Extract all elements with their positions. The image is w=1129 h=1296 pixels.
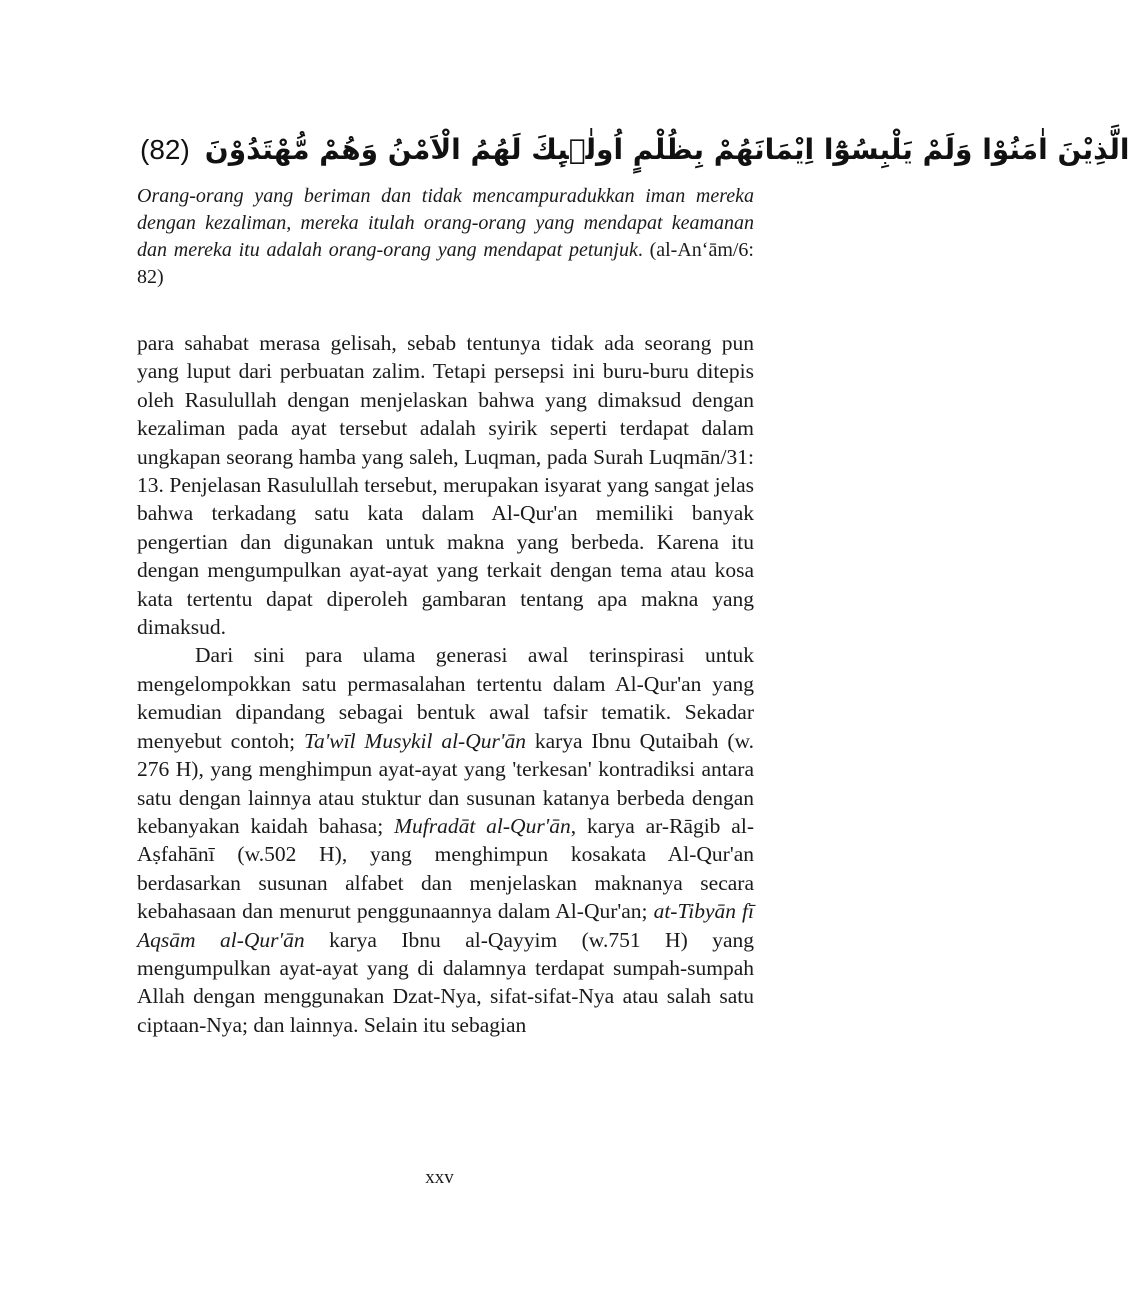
body-text [137, 329, 754, 1039]
book-title-tawil-musykil: Ta'wīl Musykil al-Qur'ān [303, 728, 526, 753]
paragraph-2-text-2: karya Ibnu Qutaibah (w. 276 H), yang menghimpun ayat-ayat yang 'terkesan' kontradiksi antara satu dengan lainnya atau stuktur dan susunan katanya berbeda dengan kebanyakan kaidah bahasa; [137, 728, 754, 838]
quran-verse [140, 128, 1129, 172]
paragraph-1: para sahabat merasa gelisah, sebab tentunya tidak ada seorang pun yang luput dari perbuatan zalim. Tetapi persepsi ini buru-buru ditepis oleh Rasulullah dengan menjelaskan bahwa yang dimaksud dengan kezaliman pada ayat tersebut adalah syirik seperti terdapat dalam ungkapan seorang hamba yang saleh, Luqman, pada Surah Luqmān/31: 13. Penjelasan Rasulullah tersebut, merupakan isyarat yang sangat jelas bahwa terkadang satu kata dalam Al-Qur'an memiliki banyak pengertian dan digunakan untuk makna yang berbeda. Karena itu dengan mengumpulkan ayat-ayat yang terkait dengan tema atau kosa kata tertentu dapat diperoleh gambaran tentang apa makna yang dimaksud. [137, 331, 754, 640]
book-title-at-tibyan: at-Tibyān fī Aqsām al-Qur'ān [137, 899, 754, 952]
paragraph-2-text-4: karya Ibnu al-Qayyim (w.751 H) yang mengumpulkan ayat-ayat yang di dalamnya terdapat sumpah-sumpah Allah dengan menggunakan Dzat-Nya, sifat-sifat-Nya atau salah satu ciptaan-Nya; dan lainnya. Selain itu sebagian [137, 927, 754, 1037]
book-title-mufradat: Mufradāt al-Qur'ān [394, 813, 571, 838]
page-number: xxv [425, 1167, 454, 1188]
paragraph-2 [137, 641, 754, 1039]
paragraph-2-text-3: , karya ar-Rāgib al-Aṣfahānī (w.502 H), yang menghimpun kosakata Al-Qur'an berdasarkan susunan alfabet dan menjelaskan maknanya secara kebahasaan dan menurut penggunaannya dalam Al-Qur'an; [137, 813, 754, 924]
verse-arabic-text: الَّذِيْنَ اٰمَنُوْا وَلَمْ يَلْبِسُوْٓا اِيْمَانَهُمْ بِظُلْمٍ اُولٰۤىِٕكَ لَهُمُ الْاَمْنُ وَهُمْ مُّهْتَدُوْنَ [204, 133, 1129, 166]
translation-text: Orang-orang yang beriman dan tidak mencampuradukkan iman mereka dengan kezaliman, mereka itulah orang-orang yang mendapat keamanan dan mereka itu adalah orang-orang yang mendapat petunjuk [137, 185, 754, 261]
verse-translation [137, 183, 754, 291]
paragraph-2-text-1: Dari sini para ulama generasi awal terinspirasi untuk mengelompokkan satu permasalahan tertentu dalam Al-Qur'an yang kemudian dipandang sebagai bentuk awal tafsir tematik. Sekadar menyebut contoh; [137, 643, 754, 753]
verse-reference: . (al-An‘ām/6: 82) [137, 239, 754, 288]
verse-number: (82) [140, 134, 190, 165]
